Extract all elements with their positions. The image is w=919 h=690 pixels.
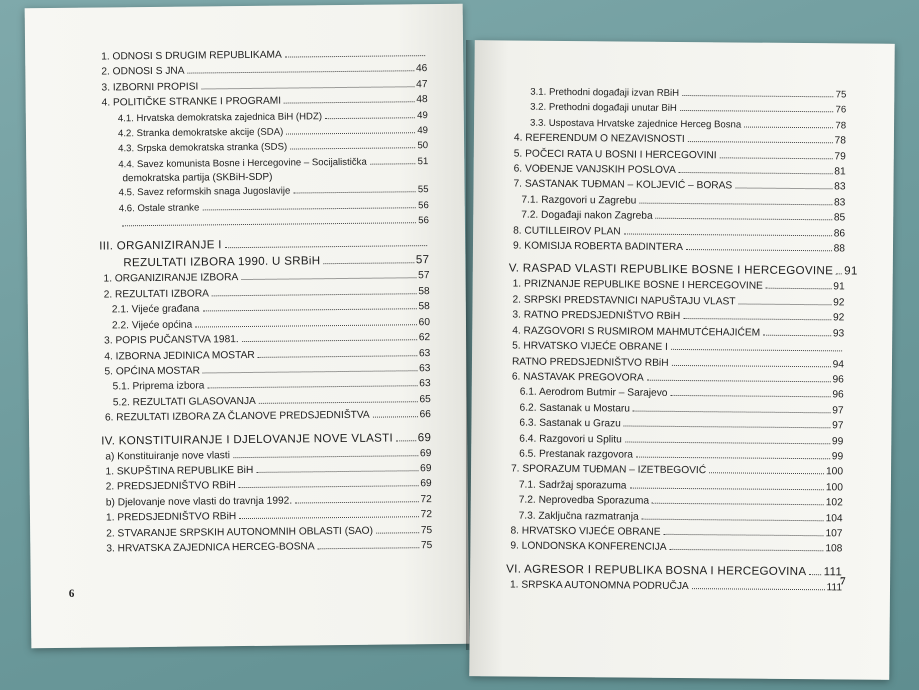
toc-leader-dots [122,222,416,226]
toc-entry-title: 7.1. Sadržaj sporazuma [518,479,627,492]
toc-entry-title: 2. PREDSJEDNIŠTVO RBiH [105,480,236,493]
toc-entry-page: 75 [420,540,433,552]
toc-leader-dots [720,157,833,159]
toc-entry-title: III. ORGANIZIRANJE I [99,238,222,254]
toc-entry-page: 96 [832,374,844,386]
toc-entry-page: 57 [418,270,430,282]
toc-leader-dots [686,249,832,251]
toc-entry-title: 9. LONDONSKA KONFERENCIJA [510,540,667,554]
toc-entry-title: 6. NASTAVAK PREGOVORA [511,371,644,384]
toc-entry-page: 69 [419,447,432,459]
toc-entry-page: 111 [826,582,843,594]
toc-entry-title: 6.2. Sastanak u Mostaru [519,402,631,415]
toc-entry-page: 62 [418,332,431,344]
toc-leader-dots [688,141,833,143]
toc-entry-title: 6.3. Sastanak u Grazu [519,417,621,430]
toc-entry-title: 7.2. Neprovedba Sporazuma [518,494,650,507]
toc-entry-title: 4.2. Stranka demokratske akcije (SDA) [117,126,284,140]
toc-entry-page: 86 [833,227,846,240]
toc-leader-dots [639,202,832,205]
toc-leader-dots [836,274,842,275]
toc-entry-page: 83 [833,197,846,209]
toc-entry-title: 7.2. Događaji nakon Zagreba [521,209,653,222]
toc-leader-dots [670,549,824,551]
toc-entry-title: 4. IZBORNA JEDINICA MOSTAR [104,349,255,362]
toc-entry-page: 72 [420,509,433,521]
toc-entry-title: 3. POPIS PUČANSTVA 1981. [104,334,239,347]
toc-leader-dots [293,191,416,193]
toc-entry-page: 63 [419,378,431,390]
toc-leader-dots [656,218,832,221]
toc-leader-dots [241,278,416,281]
toc-entry-page: 58 [418,301,430,313]
toc-leader-dots [195,324,416,327]
toc-entry-title: 2. ODNOSI S JNA [101,66,185,78]
toc-entry-page: 76 [835,104,847,116]
toc-leader-dots [680,110,834,112]
toc-entry-title: 5. POČECI RATA U BOSNI I HERCEGOVINI [513,148,717,161]
toc-leader-dots [809,574,821,575]
toc-leader-dots [239,516,418,519]
toc-entry [509,239,845,257]
toc-leader-dots [647,380,831,383]
toc-entry-page: 93 [832,328,845,340]
toc-entry [101,407,431,426]
toc-leader-dots [682,95,834,97]
toc-leader-dots [286,132,415,134]
toc-entry-title: 4.1. Hrvatska demokratska zajednica BiH (HDZ) [117,110,323,124]
toc-leader-dots [325,117,415,119]
toc-leader-dots [625,441,830,444]
toc-entry-title: 1. ORGANIZIRANJE IZBORA [103,272,239,285]
toc-entry-page: 94 [832,358,845,370]
toc-leader-dots [202,309,416,312]
toc-entry-title: 7.3. Zaključna razmatranja [518,510,639,523]
toc-entry-title: 6.5. Prestanak razgovora [519,448,634,461]
toc-entry-page: 100 [825,482,843,494]
toc-leader-dots [763,334,831,336]
page-number-left: 6 [68,587,75,600]
toc-entry-page: 66 [419,409,431,421]
toc-entry-title: demokratska partija (SKBiH-SDP) [122,171,273,185]
toc-entry [506,539,842,557]
toc-entry-title: a) Konstituiranje nove vlasti [105,449,230,463]
toc-entry-page: 83 [834,181,846,193]
left-page [25,4,470,649]
toc-entry-title: 4. REFERENDUM O NEZAVISNOSTI [513,132,685,146]
toc-entry-title: 4. POLITIČKE STRANKE I PROGRAMI [101,95,282,109]
toc-entry-title: 1. SKUPŠTINA REPUBLIKE BiH [105,464,254,478]
toc-entry-title: 6.4. Razgovori u Splitu [519,433,622,446]
toc-entry-page: 50 [417,140,429,152]
toc-entry-page: 92 [833,297,845,309]
toc-leader-dots [652,503,824,505]
toc-entry-title: V. RASPAD VLASTI REPUBLIKE BOSNE I HERCEGOVINE [508,261,834,278]
toc-leader-dots [692,588,825,590]
toc-entry-title: 7. SASTANAK TUĐMAN – KOLJEVIĆ – BORAS [513,178,733,192]
toc-entry-page: 88 [833,243,846,255]
toc-entry-title: 5. HRVATSKO VIJEĆE OBRANE I [512,340,668,353]
toc-leader-dots [624,233,832,236]
toc-leader-dots [683,318,831,320]
toc-entry-title: 2.1. Vijeće građana [111,303,200,316]
toc-leader-dots [284,101,414,103]
toc-entry-page: 60 [418,316,431,328]
toc-leader-dots [202,207,416,210]
toc-entry-title: 4.4. Savez komunista Bosne i Hercegovine – Socijalistička [118,156,367,171]
toc-entry-title: 7. SPORAZUM TUĐMAN – IZETBEGOVIĆ [510,463,707,477]
table-of-contents-left [97,46,432,557]
toc-leader-dots [396,440,416,441]
toc-leader-dots [744,126,833,128]
toc-entry-title: 2.2. Vijeće općina [111,319,193,332]
toc-entry-page: 75 [835,89,847,101]
toc-entry-page: 85 [833,212,846,224]
toc-entry [101,429,431,449]
toc-leader-dots [671,349,842,351]
toc-leader-dots [203,370,417,373]
toc-entry-page: 56 [418,215,429,227]
toc-leader-dots [735,188,832,190]
toc-entry-title: 3.1. Prethodni događaji izvan RBiH [530,86,680,99]
toc-leader-dots [212,293,416,296]
toc-leader-dots [624,426,830,429]
toc-entry-page: 47 [416,78,428,91]
toc-leader-dots [318,547,419,549]
toc-entry-page: 69 [417,430,432,444]
toc-leader-dots [739,303,832,305]
toc-entry-title: 1. ODNOSI S DRUGIM REPUBLIKAMA [101,49,282,63]
toc-entry-page: 92 [832,312,845,324]
toc-entry-title: 6. REZULTATI IZBORA ZA ČLANOVE PREDSJEDNIŠTVA [104,409,370,424]
toc-entry-page: 100 [825,466,844,478]
toc-leader-dots [629,487,823,490]
toc-entry-page: 55 [417,184,429,196]
toc-leader-dots [295,501,418,503]
toc-entry-page: 91 [833,281,845,293]
toc-entry-page: 97 [832,420,844,432]
toc-leader-dots [679,172,833,174]
toc-entry-page: 69 [420,463,432,475]
toc-entry-title: 4.3. Srpska demokratska stranka (SDS) [118,142,288,155]
toc-leader-dots [323,263,413,265]
toc-entry-page: 57 [415,253,430,267]
toc-entry-page: 81 [834,166,846,178]
toc-entry-page: 75 [420,524,433,536]
toc-entry-title: 6.1. Aerodrom Butmir – Sarajevo [519,386,668,400]
toc-entry-title: 2. STVARANJE SRPSKIH AUTONOMNIH OBLASTI (SAO) [106,525,374,540]
toc-entry-title: 3.2. Prethodni događaji unutar BiH [530,102,677,115]
toc-leader-dots [239,486,418,489]
toc-entry-page: 108 [825,543,843,555]
toc-leader-dots [672,364,831,366]
toc-entry-title: b) Djelovanje nove vlasti do travnja 1992. [105,495,293,509]
toc-entry-page: 107 [825,528,843,540]
toc-leader-dots [242,339,417,342]
toc-leader-dots [258,355,417,358]
toc-entry-page: 58 [418,285,430,298]
toc-entry-page: 96 [832,389,844,401]
toc-entry-title: 3.3. Uspostava Hrvatske zajednice Herceg Bosna [530,117,742,131]
toc-entry-title: 1. PRIZNANJE REPUBLIKE BOSNE I HERCEGOVINE [512,278,763,293]
toc-entry-page: 97 [832,405,844,417]
toc-entry-title: 3. IZBORNI PROPISI [101,81,199,94]
toc-entry [102,538,432,557]
toc-entry-title: 7.1. Razgovori u Zagrebu [521,194,637,207]
toc-entry [506,577,842,595]
toc-entry-title: 5. OPĆINA MOSTAR [104,365,201,378]
toc-entry-page: 99 [831,435,844,447]
toc-leader-dots [233,455,418,458]
toc-leader-dots [373,416,418,417]
toc-entry-page: 69 [420,478,432,490]
toc-entry-title: 1. PREDSJEDNIŠTVO RBiH [105,511,237,524]
toc-entry-page: 104 [825,512,843,524]
toc-entry-title: 4.6. Ostale stranke [118,202,200,214]
toc-entry-title: REZULTATI IZBORA 1990. U SRBiH [123,254,321,270]
right-page [469,40,895,680]
toc-entry-page: 65 [419,393,431,405]
toc-entry-page: 49 [417,125,429,137]
toc-leader-dots [207,386,417,389]
toc-entry-page: 46 [415,63,428,75]
toc-entry-title: 3. RATNO PREDSJEDNIŠTVO RBiH [512,309,681,323]
toc-leader-dots [766,288,831,290]
toc-entry-title: VI. AGRESOR I REPUBLIKA BOSNA I HERCEGOVINA [506,562,807,578]
toc-entry-title: IV. KONSTITUIRANJE I DJELOVANJE NOVE VLASTI [101,431,394,448]
toc-entry-page: 78 [834,135,846,147]
toc-entry-page: 48 [416,94,428,106]
toc-leader-dots [290,148,415,150]
toc-leader-dots [376,532,419,533]
toc-leader-dots [664,534,824,536]
toc-entry-page: 63 [418,347,431,359]
toc-entry-page: 91 [844,264,858,278]
toc-entry-title: 8. HRVATSKO VIJEĆE OBRANE [510,525,661,538]
toc-entry-title: 1. SRPSKA AUTONOMNA PODRUČJA [509,579,689,592]
toc-entry-title: 9. KOMISIJA ROBERTA BADINTERA [512,240,684,254]
toc-leader-dots [259,401,418,404]
toc-leader-dots [709,473,824,475]
toc-leader-dots [256,470,418,473]
toc-leader-dots [642,518,824,521]
toc-entry-title: 4.5. Savez reformskih snaga Jugoslavije [118,185,291,199]
toc-leader-dots [636,457,830,460]
toc-leader-dots [201,86,414,89]
toc-entry-page: 63 [419,362,431,375]
toc-leader-dots [188,71,414,74]
toc-leader-dots [285,55,425,57]
toc-entry-page: 56 [418,199,429,211]
toc-leader-dots [225,246,427,249]
toc-leader-dots [370,163,416,164]
toc-entry-title: 2. SRPSKI PREDSTAVNICI NAPUŠTAJU VLAST [512,294,736,308]
toc-entry-page: 79 [834,150,846,163]
toc-leader-dots [670,395,830,397]
toc-entry-page: 72 [420,493,432,505]
toc-entry-title: 3. HRVATSKA ZAJEDNICA HERCEG-BOSNA [106,541,315,555]
toc-entry-page: 102 [825,497,843,509]
toc-entry-page: 111 [823,565,843,579]
toc-entry-title: 5.2. REZULTATI GLASOVANJA [112,395,256,409]
toc-entry-title: 6. VOĐENJE VANJSKIH POSLOVA [513,163,676,176]
toc-entry-page: 78 [835,120,847,132]
toc-entry-title: 2. REZULTATI IZBORA [103,288,209,301]
toc-entry-title: RATNO PREDSJEDNIŠTVO RBiH [511,356,669,369]
toc-entry-page: 49 [417,109,428,121]
toc-entry-title: 5.1. Priprema izbora [112,380,205,393]
toc-leader-dots [633,410,830,413]
page-number-right: 7 [840,575,846,588]
toc-entry-title: 4. RAZGOVORI S RUSMIROM MAHMUTĆEHAJIĆEM [512,325,761,339]
toc-entry-page: 51 [417,155,429,168]
table-of-contents-right [506,84,858,595]
toc-entry-title: 8. CUTILLEIROV PLAN [513,225,621,238]
toc-entry-page: 99 [831,451,844,463]
